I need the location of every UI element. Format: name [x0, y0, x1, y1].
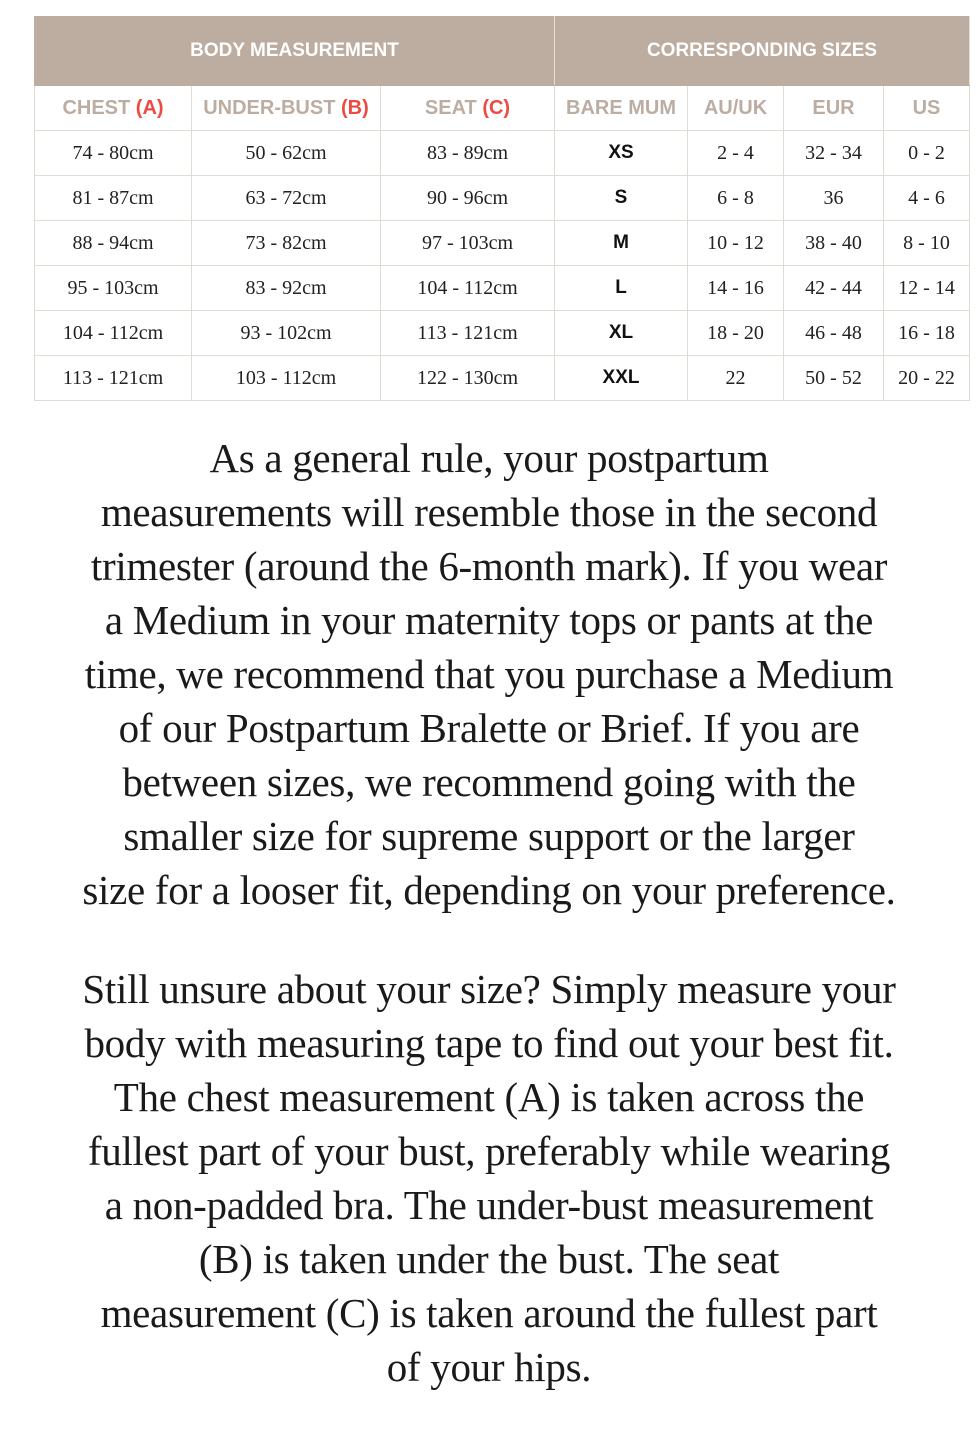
table-cell: 12 - 14 — [884, 266, 970, 311]
size-cell: L — [555, 266, 688, 311]
table-cell: 122 - 130cm — [381, 356, 555, 401]
table-row — [35, 311, 970, 356]
table-cell: 50 - 52 — [784, 356, 884, 401]
table-cell: 32 - 34 — [784, 131, 884, 176]
column-header — [35, 86, 192, 131]
table-cell: 83 - 92cm — [192, 266, 381, 311]
table-cell: 6 - 8 — [688, 176, 784, 221]
table-cell: 46 - 48 — [784, 311, 884, 356]
column-label: UNDER-BUST — [203, 96, 336, 119]
table-cell: 95 - 103cm — [35, 266, 192, 311]
text-line: fullest part of your bust, preferably while wearing — [87, 1128, 891, 1174]
table-cell: 88 - 94cm — [35, 221, 192, 266]
text-line: body with measuring tape to find out your best fit. — [84, 1020, 894, 1066]
table-row — [35, 176, 970, 221]
table-row — [35, 131, 970, 176]
text-line: size for a looser fit, depending on your preference. — [82, 867, 896, 913]
size-cell: XS — [555, 131, 688, 176]
text-line: measurement (C) is taken around the fullest part — [100, 1290, 878, 1336]
table-cell: 14 - 16 — [688, 266, 784, 311]
table-cell: 0 - 2 — [884, 131, 970, 176]
table-cell: 8 - 10 — [884, 221, 970, 266]
postpartum-sizing-paragraph — [0, 431, 978, 917]
table-cell: 113 - 121cm — [35, 356, 192, 401]
table-cell: 2 - 4 — [688, 131, 784, 176]
table-cell: 104 - 112cm — [35, 311, 192, 356]
table-cell: 38 - 40 — [784, 221, 884, 266]
corresponding-sizes-header: CORRESPONDING SIZES — [555, 17, 970, 86]
table-cell: 113 - 121cm — [381, 311, 555, 356]
text-line: As a general rule, your postpartum — [209, 435, 769, 481]
measuring-guide-paragraph — [0, 962, 978, 1394]
table-cell: 18 - 20 — [688, 311, 784, 356]
column-label: AU/UK — [703, 96, 768, 119]
column-label: SEAT — [424, 96, 477, 119]
table-row — [35, 221, 970, 266]
table-cell: 83 - 89cm — [381, 131, 555, 176]
table-cell: 4 - 6 — [884, 176, 970, 221]
text-line: (B) is taken under the bust. The seat — [198, 1236, 780, 1282]
table-cell: 97 - 103cm — [381, 221, 555, 266]
table-cell: 10 - 12 — [688, 221, 784, 266]
text-line: The chest measurement (A) is taken across the — [113, 1074, 865, 1120]
size-cell: S — [555, 176, 688, 221]
column-header — [381, 86, 555, 131]
table-cell: 81 - 87cm — [35, 176, 192, 221]
table-cell: 22 — [688, 356, 784, 401]
table-cell: 93 - 102cm — [192, 311, 381, 356]
column-header — [555, 86, 688, 131]
column-letter: (B) — [341, 96, 369, 119]
table-cell: 50 - 62cm — [192, 131, 381, 176]
table-cell: 16 - 18 — [884, 311, 970, 356]
table-cell: 36 — [784, 176, 884, 221]
table-cell: 104 - 112cm — [381, 266, 555, 311]
table-cell: 103 - 112cm — [192, 356, 381, 401]
column-label: BARE MUM — [566, 96, 676, 119]
column-label: US — [912, 96, 941, 119]
column-letter: (A) — [135, 96, 164, 119]
table-row — [35, 356, 970, 401]
size-cell: M — [555, 221, 688, 266]
table-cell: 42 - 44 — [784, 266, 884, 311]
size-cell: XL — [555, 311, 688, 356]
size-cell: XXL — [555, 356, 688, 401]
text-line: trimester (around the 6-month mark). If you wear — [90, 543, 888, 589]
column-label: CHEST — [62, 96, 131, 119]
table-cell: 90 - 96cm — [381, 176, 555, 221]
text-line: a Medium in your maternity tops or pants at the — [104, 597, 874, 643]
text-line: a non-padded bra. The under-bust measurement — [104, 1182, 874, 1228]
text-line: measurements will resemble those in the second — [100, 489, 878, 535]
column-label: EUR — [812, 96, 855, 119]
column-letter: (C) — [482, 96, 511, 119]
column-header — [884, 86, 970, 131]
table-cell: 63 - 72cm — [192, 176, 381, 221]
column-header — [688, 86, 784, 131]
text-line: time, we recommend that you purchase a Medium — [84, 651, 894, 697]
table-cell: 74 - 80cm — [35, 131, 192, 176]
text-line: smaller size for supreme support or the larger — [123, 813, 855, 859]
text-line: between sizes, we recommend going with the — [122, 759, 856, 805]
table-cell: 73 - 82cm — [192, 221, 381, 266]
text-line: of our Postpartum Bralette or Brief. If you are — [118, 705, 860, 751]
column-header — [192, 86, 381, 131]
table-row — [35, 266, 970, 311]
text-line: Still unsure about your size? Simply measure your — [82, 966, 896, 1012]
table-cell: 20 - 22 — [884, 356, 970, 401]
column-header — [784, 86, 884, 131]
size-chart-table — [34, 16, 970, 401]
text-line: of your hips. — [386, 1344, 592, 1390]
body-measurement-header: BODY MEASUREMENT — [35, 17, 555, 86]
